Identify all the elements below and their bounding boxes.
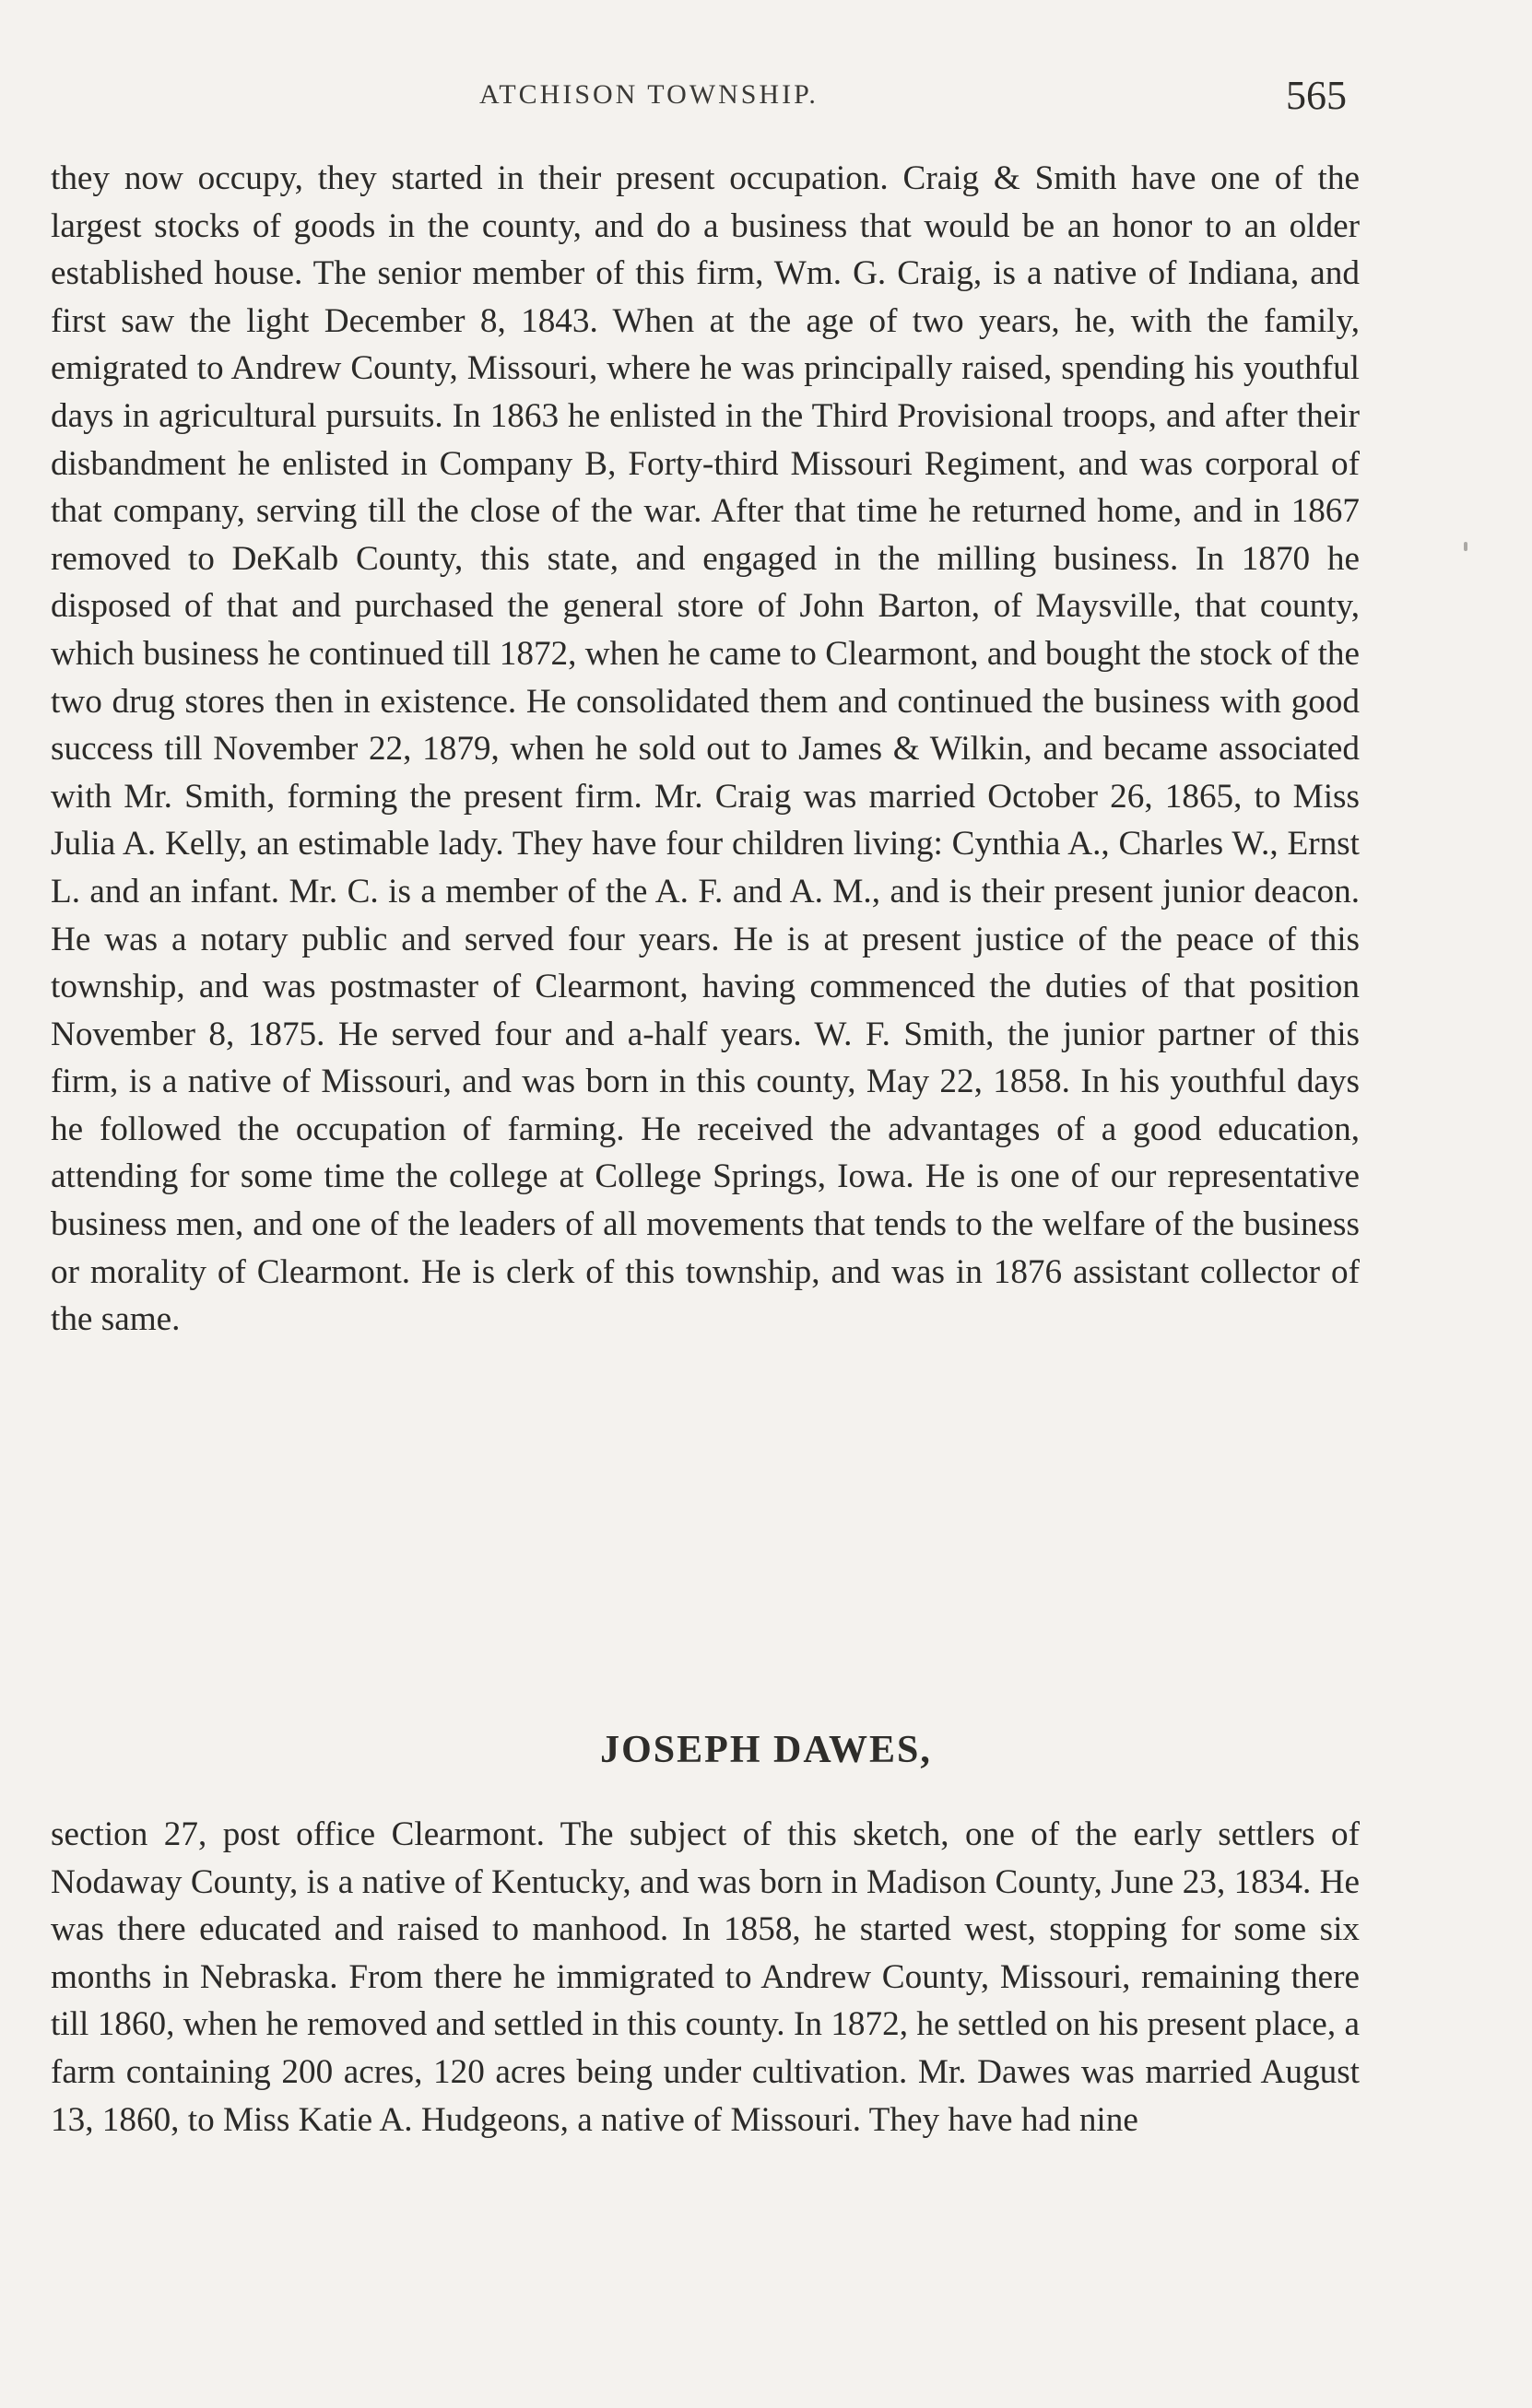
page-number: 565 [1286,73,1347,118]
margin-mark [1464,542,1467,551]
section-heading: JOSEPH DAWES, [600,1729,932,1771]
running-title: ATCHISON TOWNSHIP. [479,79,819,110]
paragraph-craig-smith: they now occupy, they started in their present occupation. Craig & Smith have one of the largest stocks of goods in the county, and do a business that would be an honor to an older established house. The senior member of this firm, Wm. G. Craig, is a native of Indiana, and first saw the light December 8, 1843. When at the age of two years, he, with the family, emigrated to Andrew County, Missouri, where he was principally raised, spending his youthful days in agricultural pursuits. In 1863 he enlisted in the Third Provisional troops, and after their disbandment he enlisted in Company B, Forty-third Missouri Regiment, and was corporal of that company, serving till the close of the war. After that time he returned home, and in 1867 removed to DeKalb County, this state, and engaged in the milling business. In 1870 he disposed of that and purchased the general store of John Barton, of Maysville, that county, which business he continued till 1872, when he came to Clearmont, and bought the stock of the two drug stores then in existence. He consolidated them and continued the business with good success till November 22, 1879, when he sold out to James & Wilkin, and became associated with Mr. Smith, forming the present firm. Mr. Craig was married October 26, 1865, to Miss Julia A. Kelly, an estimable lady. They have four children living: Cynthia A., Charles W., Ernst L. and an infant. Mr. C. is a member of the A. F. and A. M., and is their present junior deacon. He was a notary public and served four years. He is at present justice of the peace of this township, and was postmaster of Clearmont, having commenced the duties of that position November 8, 1875. He served four and a-half years. W. F. Smith, the junior partner of this firm, is a native of Missouri, and was born in this county, May 22, 1858. In his youthful days he followed the occupation of farming. He received the advantages of a good education, attending for some time the college at College Springs, Iowa. He is one of our representative business men, and one of the leaders of all movements that tends to the welfare of the business or morality of Clearmont. He is clerk of this township, and was in 1876 assistant collector of the same. [51,159,1360,1339]
paragraph-joseph-dawes: section 27, post office Clearmont. The subject of this sketch, one of the early settlers of Nodaway County, is a native of Kentucky, and was born in Madison County, June 23, 1834. He was there educated and raised to manhood. In 1858, he started west, stopping for some six months in Nebraska. From there he immigrated to Andrew County, Missouri, remaining there till 1860, when he removed and settled in this county. In 1872, he settled on his present place, a farm containing 200 acres, 120 acres being under cultivation. Mr. Dawes was married August 13, 1860, to Miss Katie A. Hudgeons, a native of Missouri. They have had nine [51,1815,1360,2139]
running-header [0,72,1532,127]
